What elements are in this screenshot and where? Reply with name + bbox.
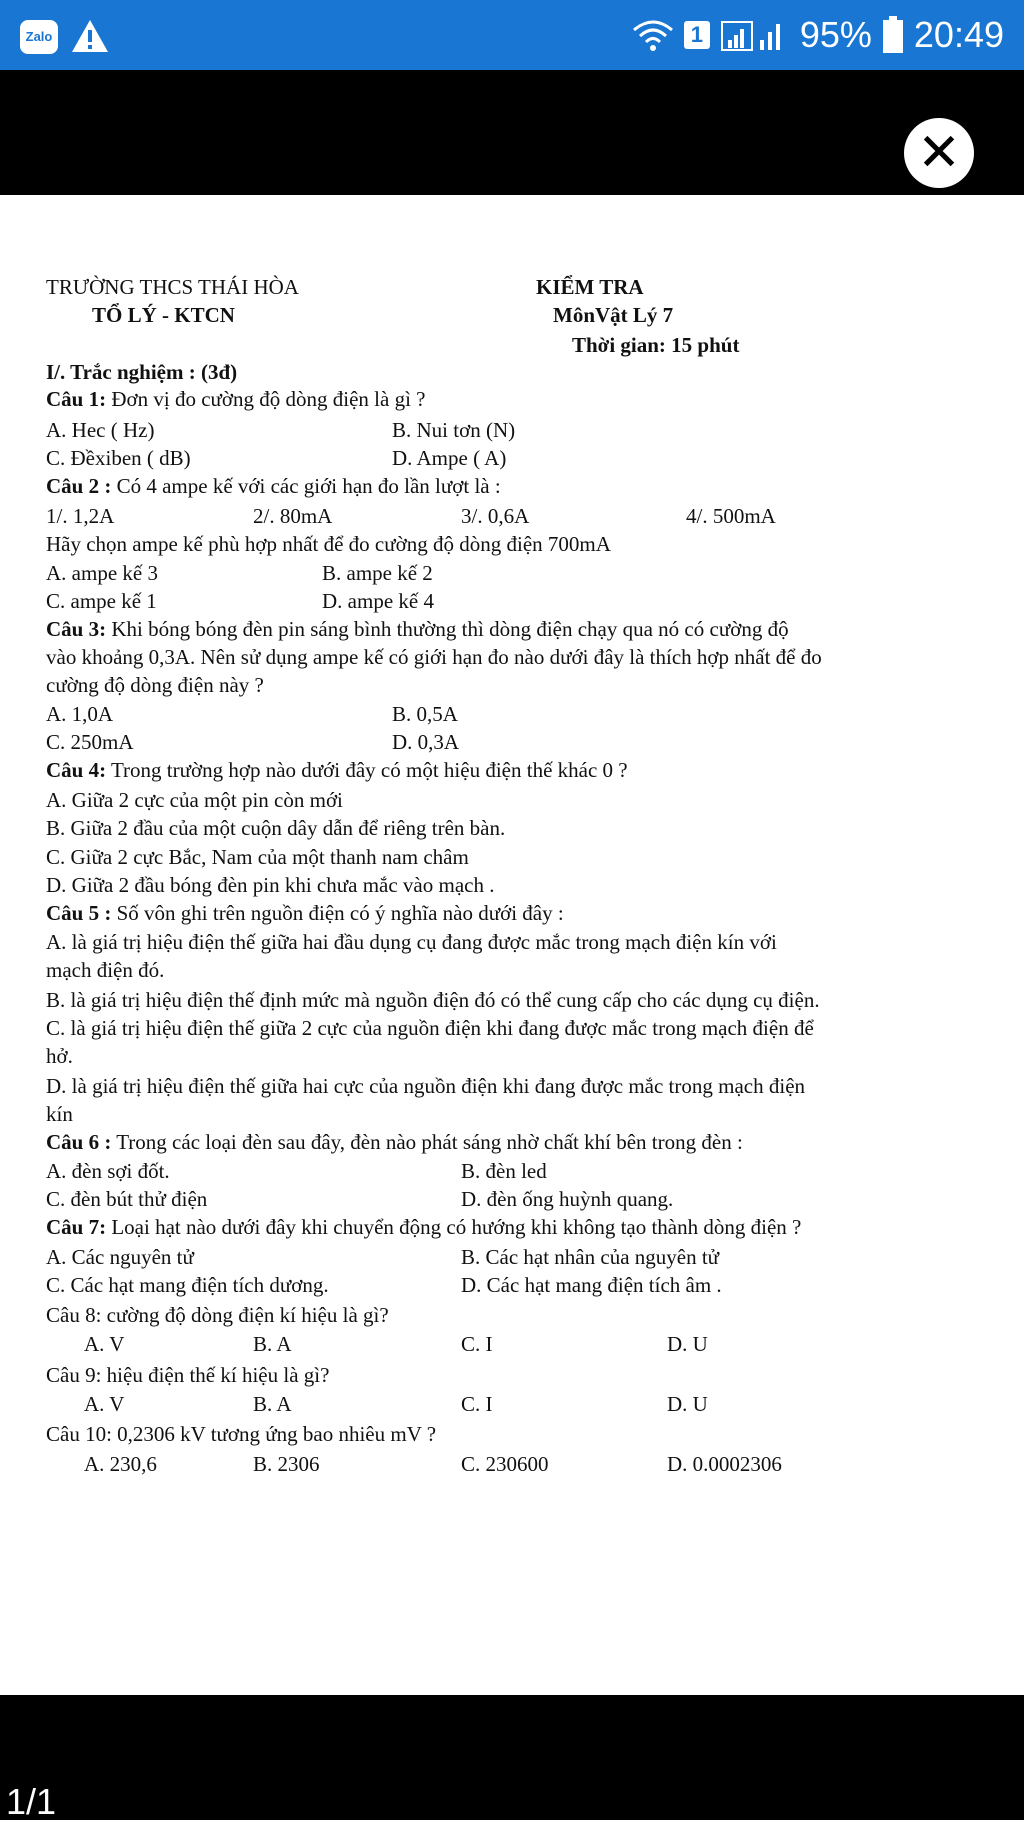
department: TỔ LÝ - KTCN bbox=[92, 303, 235, 327]
q6-option-b: B. đèn led bbox=[461, 1159, 547, 1183]
exam-title: KIỂM TRA bbox=[536, 275, 644, 299]
section-title: I/. Trắc nghiệm : (3đ) bbox=[46, 360, 238, 384]
q8-option-a: A. V bbox=[84, 1332, 125, 1356]
close-icon: ✕ bbox=[917, 123, 961, 183]
close-button[interactable] bbox=[904, 118, 974, 188]
q10-option-b: B. 2306 bbox=[253, 1452, 320, 1476]
q2-option-c: C. ampe kế 1 bbox=[46, 589, 157, 613]
q5-option-a-line-1: A. là giá trị hiệu điện thế giữa hai đầu dụng cụ đang được mắc trong mạch điện kín với bbox=[46, 930, 777, 954]
q2-prompt: Hãy chọn ampe kế phù hợp nhất để đo cường độ dòng điện 700mA bbox=[46, 532, 611, 556]
question-10: Câu 10: 0,2306 kV tương ứng bao nhiêu mV ? bbox=[46, 1422, 437, 1446]
page-counter: 1/1 bbox=[6, 1781, 57, 1822]
q6-option-d: D. đèn ống huỳnh quang. bbox=[461, 1187, 674, 1211]
battery-icon bbox=[882, 16, 904, 54]
q4-option-a: A. Giữa 2 cực của một pin còn mới bbox=[46, 788, 343, 812]
q4-option-d: D. Giữa 2 đầu bóng đèn pin khi chưa mắc vào mạch . bbox=[46, 873, 495, 897]
q10-option-d: D. 0.0002306 bbox=[667, 1452, 782, 1476]
question-5: Câu 5 : Số vôn ghi trên nguồn điện có ý nghĩa nào dưới đây : bbox=[46, 901, 564, 925]
q5-option-c-line-1: C. là giá trị hiệu điện thế giữa 2 cực của nguồn điện khi đang được mắc trong mạch điện để bbox=[46, 1016, 814, 1040]
q8-option-d: D. U bbox=[667, 1332, 708, 1356]
zalo-app-icon: Zalo bbox=[20, 20, 58, 54]
q3-line-2: vào khoảng 0,3A. Nên sử dụng ampe kế có giới hạn đo nào dưới đây là thích hợp nhất để đo bbox=[46, 645, 822, 669]
viewer-footer bbox=[0, 1695, 1024, 1820]
q1-option-c: C. Đềxiben ( dB) bbox=[46, 446, 191, 470]
q8-option-c: C. I bbox=[461, 1332, 493, 1356]
q1-option-b: B. Nui tơn (N) bbox=[392, 418, 516, 442]
notification-badge: 1 bbox=[684, 21, 710, 49]
q7-option-d: D. Các hạt mang điện tích âm . bbox=[461, 1273, 722, 1297]
q8-option-b: B. A bbox=[253, 1332, 292, 1356]
q5-option-b: B. là giá trị hiệu điện thế định mức mà nguồn điện đó có thể cung cấp cho các dụng cụ điện. bbox=[46, 988, 820, 1012]
question-3: Câu 3: Khi bóng bóng đèn pin sáng bình thường thì dòng điện chạy qua nó có cường độ bbox=[46, 617, 789, 641]
q3-option-a: A. 1,0A bbox=[46, 702, 114, 726]
school-name: TRƯỜNG THCS THÁI HÒA bbox=[46, 275, 299, 299]
q4-option-c: C. Giữa 2 cực Bắc, Nam của một thanh nam châm bbox=[46, 845, 469, 869]
viewer-toolbar bbox=[0, 70, 1024, 195]
q9-option-a: A. V bbox=[84, 1392, 125, 1416]
q3-option-d: D. 0,3A bbox=[392, 730, 460, 754]
q10-option-c: C. 230600 bbox=[461, 1452, 549, 1476]
question-2: Câu 2 : Có 4 ampe kế với các giới hạn đo lần lượt là : bbox=[46, 474, 501, 498]
q1-option-d: D. Ampe ( A) bbox=[392, 446, 507, 470]
q3-option-b: B. 0,5A bbox=[392, 702, 458, 726]
wifi-icon bbox=[632, 18, 674, 52]
exam-duration: Thời gian: 15 phút bbox=[572, 333, 740, 357]
q3-option-c: C. 250mA bbox=[46, 730, 134, 754]
q2-range-3: 3/. 0,6A bbox=[461, 504, 530, 528]
exam-subject: MônVật Lý 7 bbox=[553, 303, 674, 327]
q3-line-3: cường độ dòng điện này ? bbox=[46, 673, 264, 697]
q2-range-1: 1/. 1,2A bbox=[46, 504, 115, 528]
question-4: Câu 4: Trong trường hợp nào dưới đây có một hiệu điện thế khác 0 ? bbox=[46, 758, 628, 782]
question-7: Câu 7: Loại hạt nào dưới đây khi chuyển động có hướng khi không tạo thành dòng điện ? bbox=[46, 1215, 802, 1239]
battery-percent: 95% bbox=[799, 14, 872, 55]
question-6: Câu 6 : Trong các loại đèn sau đây, đèn nào phát sáng nhờ chất khí bên trong đèn : bbox=[46, 1130, 743, 1154]
status-bar bbox=[0, 0, 1024, 70]
q7-option-a: A. Các nguyên tử bbox=[46, 1245, 194, 1269]
q1-option-a: A. Hec ( Hz) bbox=[46, 418, 155, 442]
q5-option-d-line-2: kín bbox=[46, 1102, 73, 1126]
q9-option-c: C. I bbox=[461, 1392, 493, 1416]
q6-option-c: C. đèn bút thử điện bbox=[46, 1187, 208, 1211]
document-page bbox=[0, 195, 1024, 1695]
q5-option-c-line-2: hở. bbox=[46, 1044, 73, 1068]
q2-range-2: 2/. 80mA bbox=[253, 504, 333, 528]
q2-option-a: A. ampe kế 3 bbox=[46, 561, 158, 585]
q7-option-b: B. Các hạt nhân của nguyên tử bbox=[461, 1245, 720, 1269]
q5-option-d-line-1: D. là giá trị hiệu điện thế giữa hai cực của nguồn điện khi đang được mắc trong mạch điện bbox=[46, 1074, 806, 1098]
q4-option-b: B. Giữa 2 đầu của một cuộn dây dẫn để riêng trên bàn. bbox=[46, 816, 506, 840]
question-9: Câu 9: hiệu điện thế kí hiệu là gì? bbox=[46, 1363, 330, 1387]
q2-option-d: D. ampe kế 4 bbox=[322, 589, 434, 613]
q9-option-b: B. A bbox=[253, 1392, 292, 1416]
q10-option-a: A. 230,6 bbox=[84, 1452, 157, 1476]
clock: 20:49 bbox=[913, 14, 1004, 55]
q7-option-c: C. Các hạt mang điện tích dương. bbox=[46, 1273, 329, 1297]
question-1: Câu 1: Đơn vị đo cường độ dòng điện là gì ? bbox=[46, 387, 426, 411]
warning-icon bbox=[70, 18, 110, 54]
q2-option-b: B. ampe kế 2 bbox=[322, 561, 433, 585]
q2-range-4: 4/. 500mA bbox=[686, 504, 776, 528]
q5-option-a-line-2: mạch điện đó. bbox=[46, 958, 165, 982]
question-8: Câu 8: cường độ dòng điện kí hiệu là gì? bbox=[46, 1303, 389, 1327]
q6-option-a: A. đèn sợi đốt. bbox=[46, 1159, 170, 1183]
signal-icon bbox=[720, 18, 790, 52]
q9-option-d: D. U bbox=[667, 1392, 708, 1416]
